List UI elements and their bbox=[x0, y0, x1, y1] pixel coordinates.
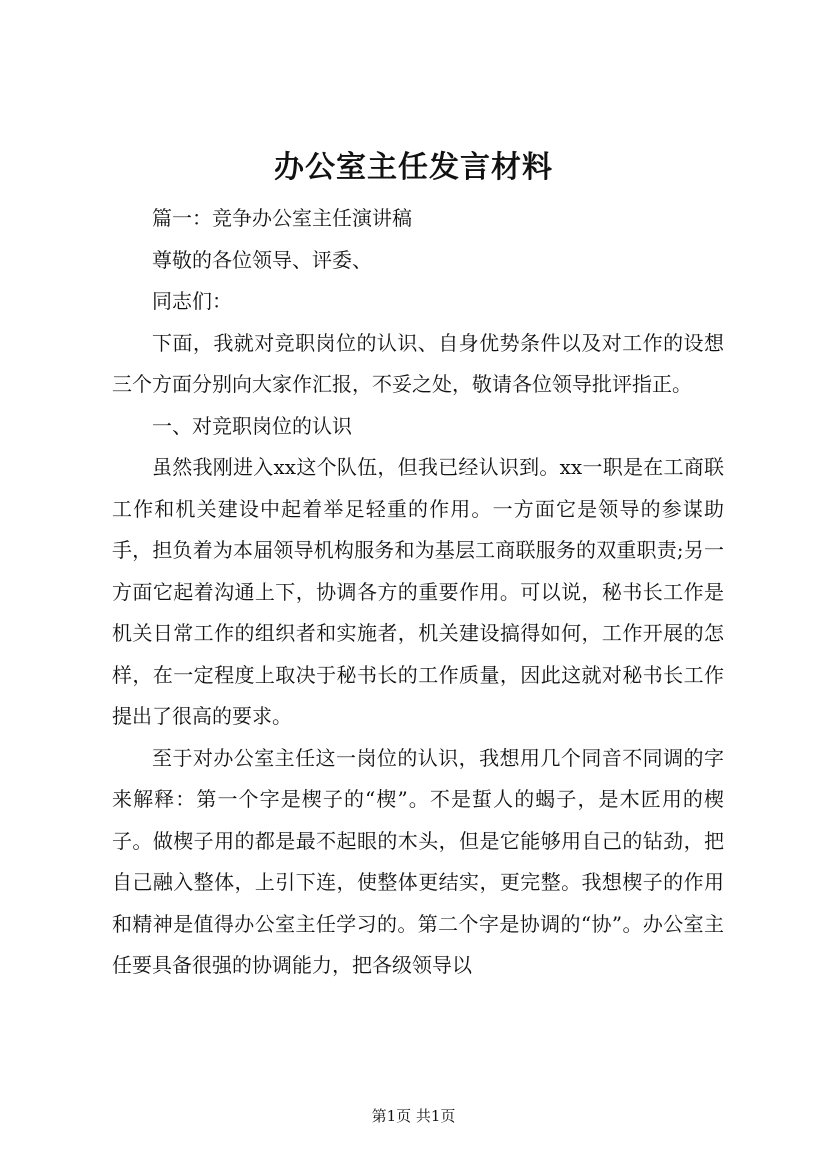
subsection-heading: 一、对竞职岗位的认识 bbox=[152, 413, 352, 438]
body-paragraph: 至于对办公室主任这一岗位的认识，我想用几个同音不同调的字来解释：第一个字是楔子的“楔”。不是蜇人的蝎子，是木匠用的楔子。做楔子用的都是最不起眼的木头，但是它能够用自己的钻劲，把自己融入整体，上引下连，使整体更结实，更完整。我想楔子的作用和精神是值得办公室主任学习的。第二个字是协调的“协”。办公室主任要具备很强的协调能力，把各级领导以 bbox=[112, 745, 724, 977]
body-paragraph: 下面，我就对竞职岗位的认识、自身优势条件以及对工作的设想三个方面分别向大家作汇报，不妥之处，敬请各位领导批评指正。 bbox=[112, 330, 724, 396]
salutation-line: 尊敬的各位领导、评委、 bbox=[152, 247, 372, 272]
body-paragraph: 虽然我刚进入xx这个队伍，但我已经认识到。xx一职是在工商联工作和机关建设中起着举足轻重的作用。一方面它是领导的参谋助手，担负着为本届领导机构服务和为基层工商联服务的双重职责;另一方面它起着沟通上下，协调各方的重要作用。可以说，秘书长工作是机关日常工作的组织者和实施者，机关建设搞得如何，工作开展的怎样，在一定程度上取决于秘书长的工作质量，因此这就对秘书长工作提出了很高的要求。 bbox=[112, 455, 724, 728]
document-body bbox=[112, 198, 724, 987]
document-title: 办公室主任发言材料 bbox=[274, 150, 553, 185]
section-heading: 篇一：竞争办公室主任演讲稿 bbox=[152, 206, 412, 230]
page-footer: 第1页 共1页 bbox=[371, 1107, 456, 1125]
salutation-line: 同志们： bbox=[152, 289, 232, 313]
